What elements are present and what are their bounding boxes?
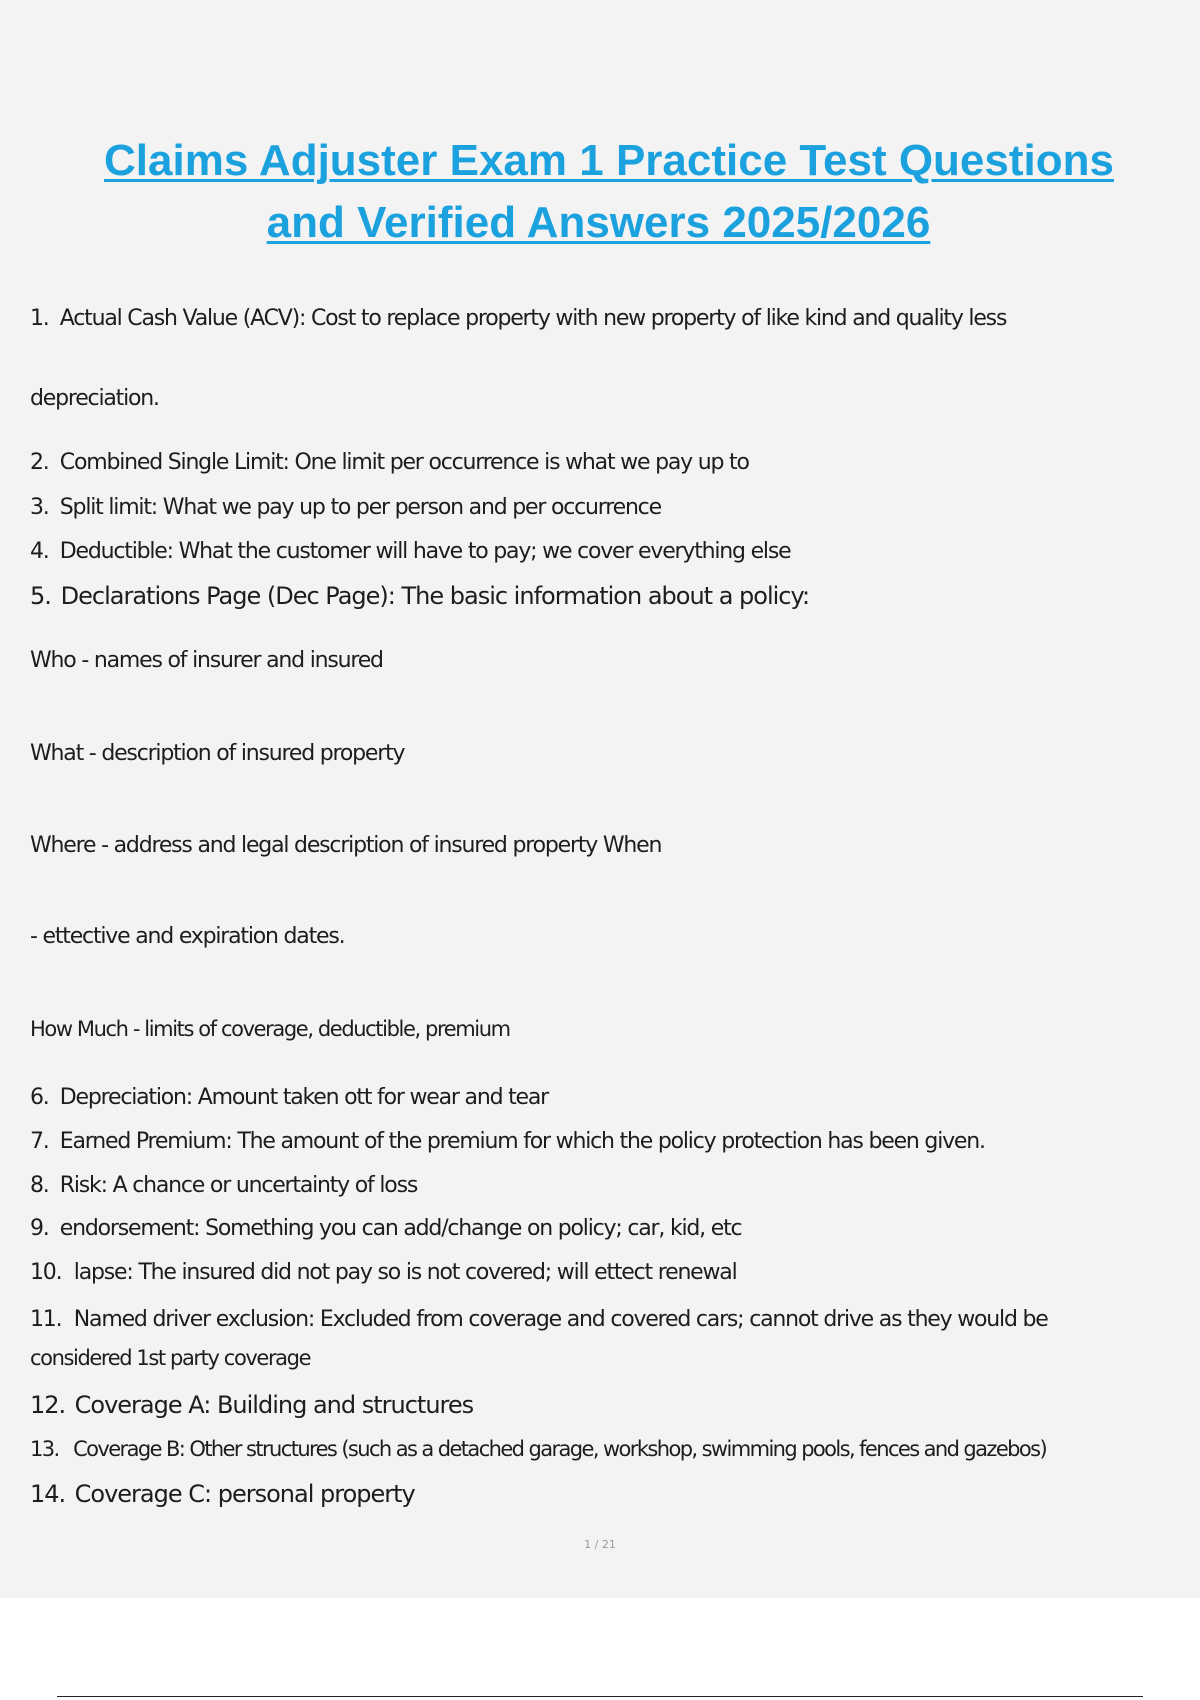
list-item <box>30 1129 985 1154</box>
dec-page-detail <box>30 741 404 766</box>
dec-page-detail <box>30 924 344 949</box>
item-number: 2. <box>30 450 49 475</box>
item-number: 1. <box>30 306 49 331</box>
list-item <box>30 1173 417 1198</box>
list-item <box>30 450 749 475</box>
dec-page-detail <box>30 833 661 858</box>
item-text: Earned Premium: The amount of the premium for which the policy protection has been given. <box>59 1129 985 1154</box>
title-line-1: Claims Adjuster Exam 1 Practice Test Questions <box>104 136 1114 185</box>
item-text: Who - names of insurer and insured <box>30 648 383 673</box>
page-divider <box>57 1696 1143 1697</box>
item-number: 8. <box>30 1173 49 1198</box>
list-item <box>30 1391 473 1419</box>
item-number: 6. <box>30 1085 49 1110</box>
item-number: 11. <box>30 1307 62 1332</box>
page-indicator: 1 / 21 <box>584 1538 616 1551</box>
list-item <box>30 306 1006 331</box>
item-text: How Much - limits of coverage, deductible, premium <box>30 1017 510 1041</box>
item-number: 7. <box>30 1129 49 1154</box>
item-text: Combined Single Limit: One limit per occurrence is what we pay up to <box>59 450 749 475</box>
list-item <box>30 1480 415 1508</box>
item-text: Coverage A: Building and structures <box>74 1391 474 1419</box>
item-text: Coverage B: Other structures (such as a detached garage, workshop, swimming pools, fences and gazebos) <box>73 1437 1047 1461</box>
item-text: Deductible: What the customer will have to pay; we cover everything else <box>59 539 791 564</box>
item-text: - ettective and expiration dates. <box>30 924 345 949</box>
item-text: Actual Cash Value (ACV): Cost to replace property with new property of like kind and quality less <box>59 306 1007 331</box>
list-item <box>30 1216 741 1241</box>
item-text: Risk: A chance or uncertainty of loss <box>59 1173 418 1198</box>
list-item <box>30 495 661 520</box>
item-text: Where - address and legal description of insured property When <box>30 833 662 858</box>
item-number: 13. <box>30 1437 59 1461</box>
item-number: 14. <box>30 1480 66 1508</box>
item-text: lapse: The insured did not pay so is not covered; will ettect renewal <box>73 1260 737 1285</box>
item-text: Declarations Page (Dec Page): The basic information about a policy: <box>60 582 810 610</box>
list-item <box>30 1260 737 1285</box>
list-item <box>30 1437 1046 1461</box>
item-text: depreciation. <box>30 386 159 411</box>
list-item <box>30 539 790 564</box>
item-text: endorsement: Something you can add/change on policy; car, kid, etc <box>59 1216 742 1241</box>
item-number: 5. <box>30 582 51 610</box>
item-text: What - description of insured property <box>30 741 405 766</box>
list-item <box>30 582 809 610</box>
item-number: 4. <box>30 539 49 564</box>
dec-page-detail <box>30 1017 510 1041</box>
list-item <box>30 1307 1048 1332</box>
item-text: Split limit: What we pay up to per person and per occurrence <box>59 495 661 520</box>
item-text: considered 1st party coverage <box>30 1346 311 1370</box>
list-item-continuation <box>30 386 159 411</box>
item-number: 9. <box>30 1216 49 1241</box>
dec-page-detail <box>30 648 383 673</box>
item-text: Named driver exclusion: Excluded from coverage and covered cars; cannot drive as they would be <box>73 1307 1048 1332</box>
item-number: 3. <box>30 495 49 520</box>
document-title <box>0 130 1200 254</box>
item-text: Depreciation: Amount taken ott for wear and tear <box>59 1085 549 1110</box>
item-text: Coverage C: personal property <box>74 1480 415 1508</box>
item-number: 10. <box>30 1260 62 1285</box>
title-line-2: and Verified Answers 2025/2026 <box>266 198 931 247</box>
list-item <box>30 1085 548 1110</box>
item-number: 12. <box>30 1391 66 1419</box>
list-item-continuation <box>30 1346 310 1370</box>
